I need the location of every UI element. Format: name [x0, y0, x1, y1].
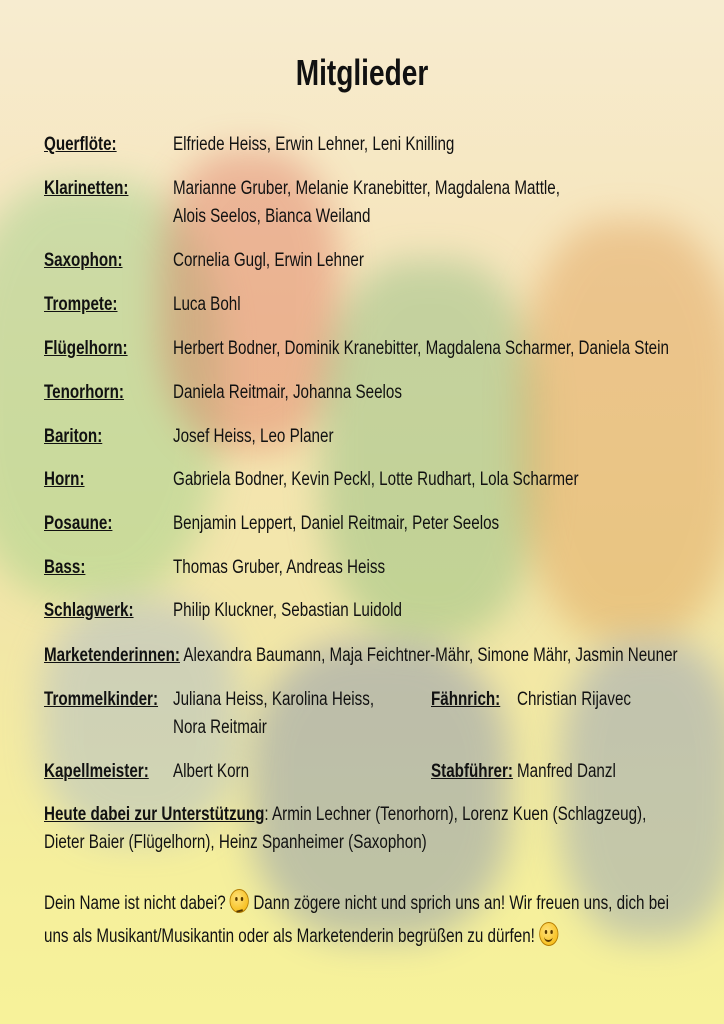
section-names: Josef Heiss, Leo Planer: [173, 426, 334, 447]
support-label: Heute dabei zur Unterstützung: [44, 804, 265, 825]
section-names: Alois Seelos, Bianca Weiland: [173, 206, 371, 227]
section-label: Tenorhorn:: [44, 382, 124, 403]
invite-line-2: [44, 922, 558, 951]
support-line-1: [44, 801, 646, 829]
section-label: Posaune:: [44, 513, 113, 534]
section-label: Marketenderinnen:: [44, 645, 180, 666]
section-label: Flügelhorn:: [44, 338, 128, 359]
support-names: : Armin Lechner (Tenorhorn), Lorenz Kuen (Schlagzeug),: [264, 804, 647, 825]
section-label: Trommelkinder:: [44, 689, 159, 710]
section-names: Elfriede Heiss, Erwin Lehner, Leni Knilling: [173, 134, 455, 155]
section-names: Alexandra Baumann, Maja Feichtner-Mähr, Simone Mähr, Jasmin Neuner: [183, 645, 678, 666]
section-label: Bariton:: [44, 426, 103, 447]
section-marketenderinnen: [44, 642, 678, 669]
section-names: Marianne Gruber, Melanie Kranebitter, Magdalena Mattle,: [173, 178, 560, 199]
thinking-face-icon: [230, 889, 249, 913]
page-title: Mitglieder: [295, 52, 429, 93]
section-label: Stabführer:: [431, 761, 513, 782]
section-label: Horn:: [44, 469, 85, 490]
section-names: Benjamin Leppert, Daniel Reitmair, Peter Seelos: [173, 513, 500, 534]
section-names: Philip Kluckner, Sebastian Luidold: [173, 600, 402, 621]
section-names: Christian Rijavec: [517, 689, 632, 710]
invite-text: Dein Name ist nicht dabei?: [44, 893, 226, 914]
section-label: Querflöte:: [44, 134, 117, 155]
section-label: Fähnrich:: [431, 689, 501, 710]
section-names: Albert Korn: [173, 761, 250, 782]
invite-line-1: [44, 889, 669, 918]
support-line-2: [44, 829, 427, 857]
smiling-face-icon: [539, 922, 558, 946]
section-label: Saxophon:: [44, 250, 123, 271]
invite-text: Dann zögere nicht und sprich uns an! Wir freuen uns, dich bei: [253, 893, 670, 914]
section-label: Bass:: [44, 557, 86, 578]
section-names: Luca Bohl: [173, 294, 241, 315]
section-names: Cornelia Gugl, Erwin Lehner: [173, 250, 364, 271]
section-names: Daniela Reitmair, Johanna Seelos: [173, 382, 402, 403]
section-label: Trompete:: [44, 294, 118, 315]
invite-text: uns als Musikant/Musikantin oder als Marketenderin begrüßen zu dürfen!: [44, 926, 535, 947]
support-names-cont: Dieter Baier (Flügelhorn), Heinz Spanheimer (Saxophon): [44, 832, 427, 853]
section-names: Thomas Gruber, Andreas Heiss: [173, 557, 386, 578]
section-label: Klarinetten:: [44, 178, 129, 199]
section-label: Kapellmeister:: [44, 761, 149, 782]
section-names: Gabriela Bodner, Kevin Peckl, Lotte Rudhart, Lola Scharmer: [173, 469, 579, 490]
section-names: Herbert Bodner, Dominik Kranebitter, Magdalena Scharmer, Daniela Stein: [173, 338, 669, 359]
section-label: Schlagwerk:: [44, 600, 134, 621]
section-names: Manfred Danzl: [517, 761, 616, 782]
section-names: Juliana Heiss, Karolina Heiss,: [173, 689, 375, 710]
section-names: Nora Reitmair: [173, 717, 267, 738]
